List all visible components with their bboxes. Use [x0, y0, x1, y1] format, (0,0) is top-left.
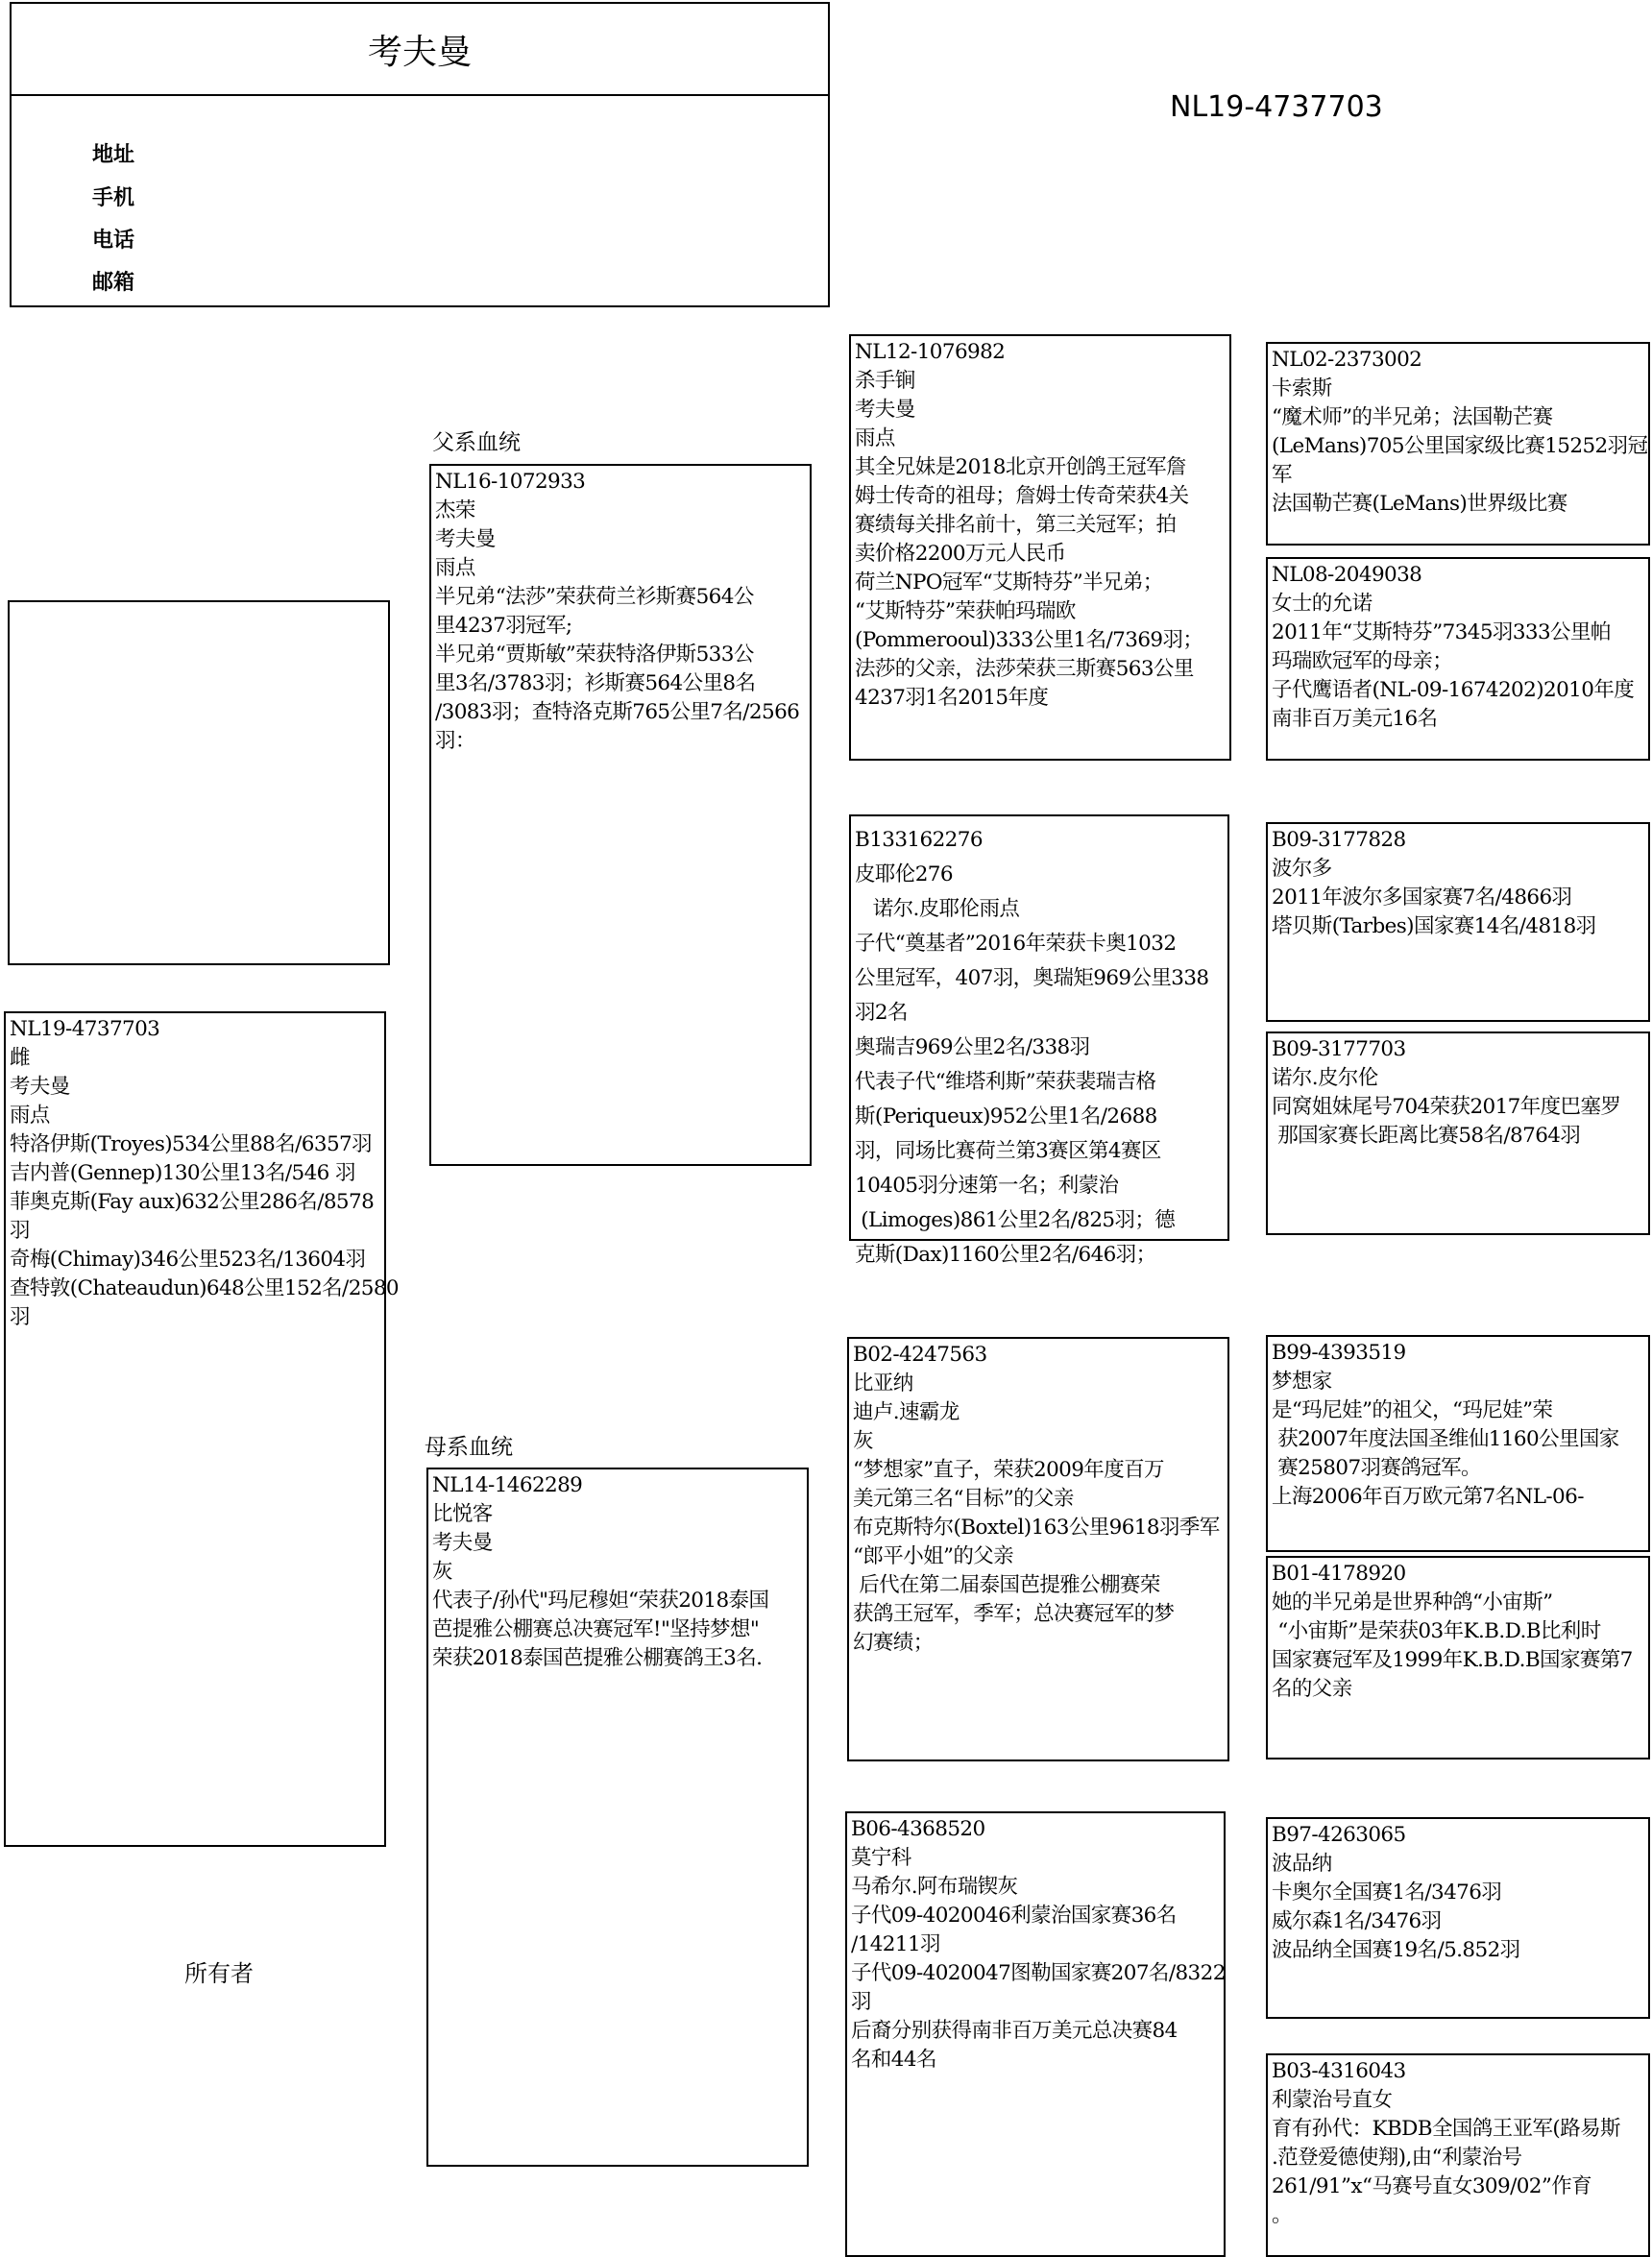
ring-id: B97-4263065	[1272, 1823, 1406, 1847]
pedigree-line: 灰	[432, 1560, 452, 1584]
pedigree-line: “梦想家”直子，荣获2009年度百万	[853, 1458, 1164, 1482]
pedigree-line: 4237羽1名2015年度	[855, 686, 1049, 710]
dam-line-label: 母系血统	[425, 1435, 513, 1460]
pedigree-line: 羽：	[435, 729, 475, 753]
pedigree-line: 杀手锏	[855, 369, 915, 393]
pedigree-line: 威尔森1名/3476羽	[1272, 1909, 1442, 1933]
pedigree-line: 是“玛尼娃”的祖父，“玛尼娃”荣	[1272, 1398, 1553, 1422]
grandsire-maternal-card	[847, 1337, 1229, 1761]
dam-card	[426, 1468, 809, 2167]
pedigree-line: (LeMans)705公里国家级比赛15252羽冠	[1272, 434, 1648, 458]
pedigree-line: 其全兄妹是2018北京开创鸽王冠军詹	[855, 455, 1186, 479]
grandsire-paternal-card	[849, 334, 1231, 761]
pedigree-line: 卡奥尔全国赛1名/3476羽	[1272, 1881, 1502, 1905]
ggp-ddd-card	[1266, 2053, 1650, 2257]
ggp-sss-card	[1266, 342, 1650, 546]
pedigree-line: (Pommerooul)333公里1名/7369羽；	[855, 628, 1203, 652]
pedigree-line: 芭提雅公棚赛总决赛冠军!"坚持梦想"	[432, 1617, 760, 1641]
ggp-dss-card	[1266, 1335, 1650, 1552]
pedigree-line: 克斯(Dax)1160公里2名/646羽；	[855, 1243, 1156, 1267]
sire-card	[429, 464, 812, 1166]
pedigree-line: 10405羽分速第一名；利蒙治	[855, 1174, 1119, 1198]
pedigree-line: 雌	[10, 1046, 30, 1070]
ggp-sdd-card	[1266, 1031, 1650, 1235]
sire-line-label: 父系血统	[432, 430, 521, 455]
loft-name: 考夫曼	[12, 4, 828, 96]
ring-id: NL02-2373002	[1272, 348, 1422, 372]
pedigree-line: 羽	[10, 1219, 30, 1243]
pedigree-line: 吉内普(Gennep)130公里13名/546 羽	[10, 1161, 355, 1185]
pedigree-line: 特洛伊斯(Troyes)534公里88名/6357羽	[10, 1132, 372, 1156]
ring-id: B02-4247563	[853, 1343, 987, 1367]
pedigree-line: 雨点	[855, 426, 895, 450]
pedigree-line: 羽2名	[855, 1001, 908, 1025]
pedigree-line: .范登爱德使翔),由“利蒙治号	[1272, 2146, 1522, 2170]
pedigree-line: 比悦客	[432, 1502, 493, 1526]
mobile-label: 手机	[92, 186, 135, 210]
pedigree-line: 查特敦(Chateaudun)648公里152名/2580	[10, 1276, 400, 1300]
granddam-paternal-card	[849, 814, 1229, 1267]
pedigree-line: 半兄弟“贾斯敏”荣获特洛伊斯533公	[435, 643, 754, 667]
ggp-ssd-card	[1266, 557, 1650, 761]
pedigree-line: 公里冠军，407羽，奥瑞矩969公里338	[855, 966, 1209, 990]
pedigree-line: 美元第三名“目标”的父亲	[853, 1487, 1074, 1511]
pedigree-line: 卡索斯	[1272, 376, 1332, 400]
ring-id: NL08-2049038	[1272, 563, 1422, 587]
ring-id: B99-4393519	[1272, 1341, 1406, 1365]
email-label: 邮箱	[92, 271, 135, 295]
pedigree-line: 玛瑞欧冠军的母亲；	[1272, 649, 1453, 673]
pedigree-line: 斯(Periqueux)952公里1名/2688	[855, 1104, 1157, 1128]
pedigree-line: 塔贝斯(Tarbes)国家赛14名/4818羽	[1272, 914, 1596, 938]
pedigree-line: 她的半兄弟是世界种鸽“小宙斯”	[1272, 1590, 1553, 1614]
ggp-sds-card	[1266, 822, 1650, 1022]
ring-id: B133162276	[855, 828, 983, 852]
pedigree-line: 2011年波尔多国家赛7名/4866羽	[1272, 886, 1572, 910]
pedigree-line: 上海2006年百万欧元第7名NL-06-	[1272, 1485, 1584, 1509]
pedigree-line: 那国家赛长距离比赛58名/8764羽	[1272, 1124, 1581, 1148]
pedigree-line: 南非百万美元16名	[1272, 707, 1438, 731]
pedigree-line: 布克斯特尔(Boxtel)163公里9618羽季军	[853, 1516, 1220, 1540]
ggp-dds-card	[1266, 1817, 1650, 2019]
pedigree-line: “郎平小姐”的父亲	[853, 1544, 1014, 1568]
pedigree-line: “魔术师”的半兄弟；法国勒芒赛	[1272, 405, 1553, 429]
pedigree-line: 育有孙代：KBDB全国鸽王亚军(路易斯	[1272, 2117, 1620, 2141]
bird-card	[4, 1011, 400, 1847]
pedigree-line: “小宙斯”是荣获03年K.B.D.B比利时	[1272, 1619, 1601, 1643]
pedigree-line: 雨点	[10, 1104, 50, 1128]
pedigree-line: 代表子/孙代"玛尼穆妲“荣获2018泰国	[432, 1589, 769, 1613]
pedigree-line: 波尔多	[1272, 857, 1332, 881]
pedigree-line: 军	[1272, 463, 1292, 487]
pedigree-line: 幻赛绩；	[853, 1631, 934, 1655]
pedigree-line: 里4237羽冠军;	[435, 614, 572, 638]
ring-id: B01-4178920	[1272, 1562, 1406, 1586]
ring-id: NL16-1072933	[435, 470, 586, 494]
granddam-maternal-card	[845, 1811, 1226, 2257]
pedigree-line: 女士的允诺	[1272, 592, 1373, 616]
pedigree-line: /3083羽；查特洛克斯765公里7名/2566	[435, 700, 800, 724]
pedigree-line: 灰	[853, 1429, 873, 1453]
pedigree-line: 同窝姐妹尾号704荣获2017年度巴塞罗	[1272, 1095, 1621, 1119]
ring-id: NL14-1462289	[432, 1473, 583, 1497]
pedigree-line: 考夫曼	[435, 527, 496, 551]
pedigree-line: 比亚纳	[853, 1371, 913, 1395]
pedigree-line: 后裔分别获得南非百万美元总决赛84	[851, 2019, 1178, 2043]
pedigree-line: 莫宁科	[851, 1846, 911, 1870]
pedigree-line: 考夫曼	[10, 1075, 70, 1099]
photo-frame	[8, 600, 390, 965]
pedigree-line: 半兄弟“法莎”荣获荷兰衫斯赛564公	[435, 585, 754, 609]
ggp-dsd-card	[1266, 1556, 1650, 1759]
pedigree-line: 奥瑞吉969公里2名/338羽	[855, 1035, 1090, 1059]
pedigree-line: 马希尔.阿布瑞锲灰	[851, 1875, 1018, 1899]
phone-label: 电话	[92, 229, 135, 253]
pedigree-line: 荷兰NPO冠军“艾斯特芬”半兄弟；	[855, 570, 1163, 595]
pedigree-line: 诺尔.皮尔伦	[1272, 1066, 1378, 1090]
pedigree-line: 2011年“艾斯特芬”7345羽333公里帕	[1272, 620, 1611, 644]
pedigree-line: 子代09-4020046利蒙治国家赛36名	[851, 1904, 1177, 1928]
pedigree-line: 子代鹰语者(NL-09-1674202)2010年度	[1272, 678, 1635, 702]
ring-number: NL19-4737703	[1170, 90, 1383, 124]
pedigree-line: 赛绩每关排名前十，第三关冠军；拍	[855, 513, 1177, 537]
header-card	[10, 2, 830, 307]
pedigree-line: 代表子代“维塔利斯”荣获裴瑞吉格	[855, 1070, 1156, 1094]
pedigree-line: 羽，同场比赛荷兰第3赛区第4赛区	[855, 1139, 1161, 1163]
pedigree-line: 里3名/3783羽；衫斯赛564公里8名	[435, 671, 756, 695]
pedigree-line: 杰荣	[435, 498, 475, 522]
ring-id: B06-4368520	[851, 1817, 985, 1841]
pedigree-line: 奇梅(Chimay)346公里523名/13604羽	[10, 1248, 366, 1272]
pedigree-line: 考夫曼	[432, 1531, 493, 1555]
ring-id: B09-3177828	[1272, 828, 1406, 852]
pedigree-line: (Limoges)861公里2名/825羽；德	[855, 1208, 1176, 1232]
pedigree-line: 子代09-4020047图勒国家赛207名/8322	[851, 1961, 1226, 1985]
pedigree-line: 羽	[10, 1305, 30, 1329]
pedigree-line: 姆士传奇的祖母；詹姆士传奇荣获4关	[855, 484, 1189, 508]
pedigree-line: 梦想家	[1272, 1370, 1332, 1394]
ring-id: B09-3177703	[1272, 1037, 1406, 1061]
pedigree-line: 诺尔.皮耶伦雨点	[855, 897, 1020, 921]
pedigree-line: 菲奥克斯(Fay aux)632公里286名/8578	[10, 1190, 375, 1214]
pedigree-line: 获鸽王冠军，季军；总决赛冠军的梦	[853, 1602, 1175, 1626]
pedigree-line: 雨点	[435, 556, 475, 580]
ring-id: B03-4316043	[1272, 2059, 1406, 2083]
pedigree-line: 名的父亲	[1272, 1677, 1352, 1701]
pedigree-line: 皮耶伦276	[855, 862, 953, 886]
pedigree-line: 子代“奠基者”2016年荣获卡奥1032	[855, 932, 1177, 956]
pedigree-line: “艾斯特芬”荣获帕玛瑞欧	[855, 599, 1076, 623]
pedigree-line: 261/91”x“马赛号直女309/02”作育	[1272, 2174, 1592, 2198]
pedigree-line: 波品纳全国赛19名/5.852羽	[1272, 1938, 1520, 1962]
pedigree-line: 。	[1272, 2203, 1292, 2227]
ring-id: NL12-1076982	[855, 340, 1006, 364]
pedigree-line: /14211羽	[851, 1932, 940, 1956]
pedigree-line: 迪卢.速霸龙	[853, 1400, 960, 1424]
owner-label: 所有者	[184, 1960, 254, 1987]
ring-id: NL19-4737703	[10, 1017, 160, 1041]
pedigree-line: 法国勒芒赛(LeMans)世界级比赛	[1272, 492, 1567, 516]
pedigree-line: 荣获2018泰国芭提雅公棚赛鸽王3名.	[432, 1646, 763, 1670]
pedigree-line: 考夫曼	[855, 398, 915, 422]
pedigree-line: 羽	[851, 1990, 871, 2014]
pedigree-line: 波品纳	[1272, 1852, 1332, 1876]
pedigree-line: 法莎的父亲，法莎荣获三斯赛563公里	[855, 657, 1194, 681]
pedigree-line: 国家赛冠军及1999年K.B.D.B国家赛第7	[1272, 1648, 1633, 1672]
pedigree-line: 后代在第二届泰国芭提雅公棚赛荣	[853, 1573, 1160, 1597]
pedigree-line: 卖价格2200万元人民币	[855, 542, 1066, 566]
pedigree-line: 名和44名	[851, 2048, 936, 2072]
pedigree-line: 获2007年度法国圣维仙1160公里国家	[1272, 1427, 1619, 1451]
pedigree-line: 赛25807羽赛鸽冠军。	[1272, 1456, 1481, 1480]
address-label: 地址	[92, 143, 135, 167]
pedigree-line: 利蒙治号直女	[1272, 2088, 1393, 2112]
